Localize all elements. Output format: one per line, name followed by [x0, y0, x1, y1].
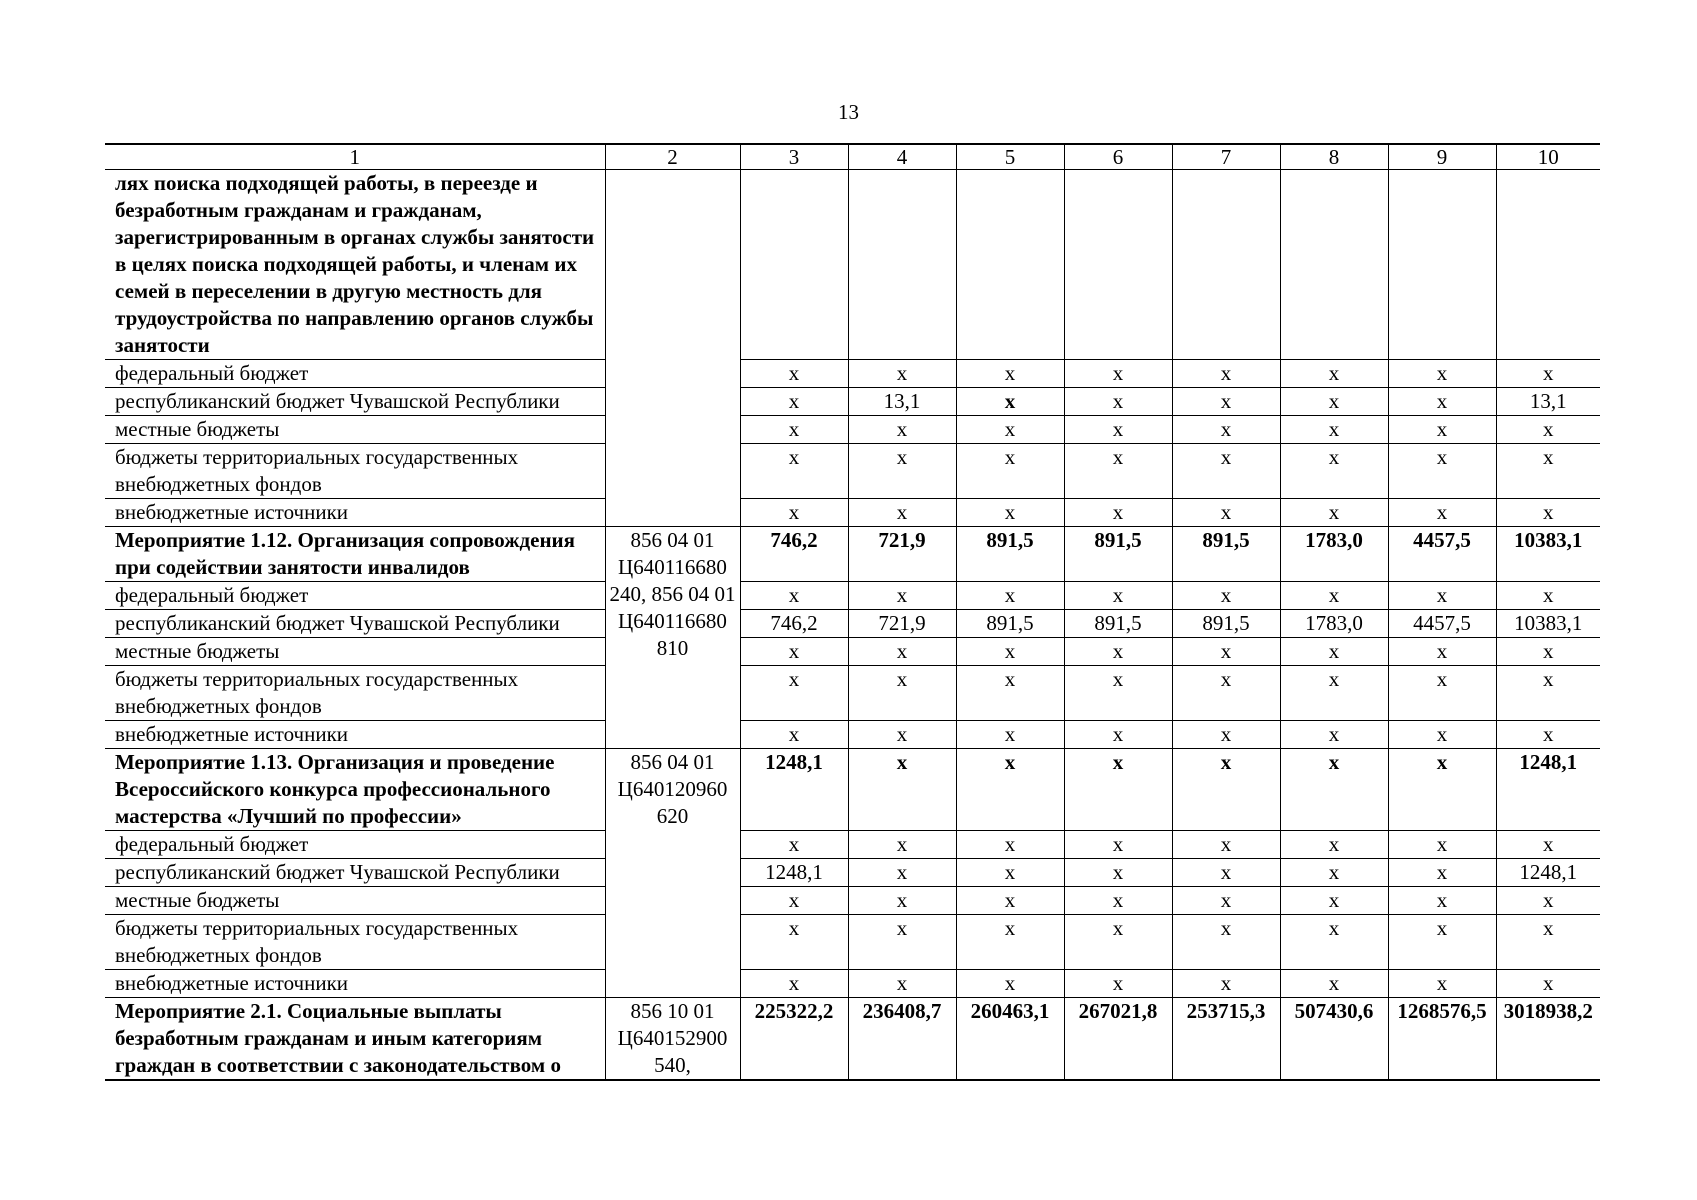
value-cell: х — [848, 582, 956, 610]
value-cell: х — [1280, 970, 1388, 998]
value-cell: х — [1388, 388, 1496, 416]
funding-source-row — [105, 388, 1600, 416]
header-cell: 9 — [1388, 144, 1496, 170]
total-value-cell — [1064, 170, 1172, 360]
total-value-cell: 1268576,5 — [1388, 998, 1496, 1081]
value-cell: х — [1388, 859, 1496, 887]
header-cell: 8 — [1280, 144, 1388, 170]
value-cell: х — [848, 666, 956, 721]
value-cell: х — [1064, 638, 1172, 666]
value-cell: х — [1496, 638, 1600, 666]
value-cell: х — [1388, 666, 1496, 721]
budget-code: 856 10 01 Ц640152900 540, — [605, 998, 740, 1081]
value-cell: х — [1280, 666, 1388, 721]
value-cell: х — [1388, 887, 1496, 915]
header-cell: 4 — [848, 144, 956, 170]
funding-source-label: федеральный бюджет — [105, 582, 605, 610]
value-cell: х — [1064, 499, 1172, 527]
value-cell: х — [848, 915, 956, 970]
value-cell: х — [956, 638, 1064, 666]
page-number: 13 — [838, 100, 859, 124]
budget-table — [105, 143, 1600, 1081]
value-cell: х — [740, 388, 848, 416]
value-cell: х — [956, 721, 1064, 749]
value-cell: 10383,1 — [1496, 610, 1600, 638]
header-cell: 1 — [105, 144, 605, 170]
total-value-cell: 3018938,2 — [1496, 998, 1600, 1081]
value-cell: 891,5 — [1172, 610, 1280, 638]
total-value-cell — [740, 170, 848, 360]
value-cell: х — [1280, 638, 1388, 666]
value-cell: х — [848, 360, 956, 388]
total-value-cell: х — [956, 749, 1064, 831]
value-cell: х — [740, 499, 848, 527]
value-cell: х — [1496, 582, 1600, 610]
value-cell: х — [1280, 416, 1388, 444]
measure-row — [105, 527, 1600, 582]
value-cell: 1248,1 — [740, 859, 848, 887]
value-cell: х — [740, 666, 848, 721]
funding-source-row — [105, 831, 1600, 859]
value-cell: х — [1172, 831, 1280, 859]
value-cell: х — [1388, 444, 1496, 499]
header-cell: 6 — [1064, 144, 1172, 170]
funding-source-row — [105, 360, 1600, 388]
value-cell: х — [956, 582, 1064, 610]
value-cell: 13,1 — [848, 388, 956, 416]
value-cell: х — [1172, 499, 1280, 527]
funding-source-label: местные бюджеты — [105, 887, 605, 915]
value-cell: 891,5 — [1064, 610, 1172, 638]
value-cell: х — [1172, 416, 1280, 444]
value-cell: х — [740, 831, 848, 859]
measure-title: Мероприятие 2.1. Социальные выплаты безработным гражданам и иным категориям граждан в соответствии с законодательством о — [105, 998, 605, 1081]
value-cell: х — [740, 416, 848, 444]
total-value-cell — [1172, 170, 1280, 360]
value-cell: х — [1280, 915, 1388, 970]
measure-title: Мероприятие 1.13. Организация и проведение Всероссийского конкурса профессионального мастерства «Лучший по профессии» — [105, 749, 605, 831]
value-cell: х — [1172, 582, 1280, 610]
total-value-cell: 891,5 — [1172, 527, 1280, 582]
value-cell: х — [848, 444, 956, 499]
measure-row — [105, 749, 1600, 831]
value-cell: х — [848, 859, 956, 887]
value-cell: х — [1172, 444, 1280, 499]
value-cell: х — [956, 859, 1064, 887]
value-cell: х — [1280, 831, 1388, 859]
value-cell: х — [1388, 499, 1496, 527]
funding-source-label: бюджеты территориальных государственных внебюджетных фондов — [105, 444, 605, 499]
budget-code: 856 04 01 Ц640116680 240, 856 04 01 Ц640116680 810 — [605, 527, 740, 749]
value-cell: х — [1064, 721, 1172, 749]
value-cell: х — [956, 360, 1064, 388]
value-cell: х — [956, 887, 1064, 915]
funding-source-row — [105, 499, 1600, 527]
value-cell: х — [1280, 499, 1388, 527]
total-value-cell: 267021,8 — [1064, 998, 1172, 1081]
funding-source-row — [105, 582, 1600, 610]
total-value-cell: 507430,6 — [1280, 998, 1388, 1081]
value-cell: х — [1280, 582, 1388, 610]
total-value-cell: х — [1064, 749, 1172, 831]
value-cell: х — [1064, 859, 1172, 887]
value-cell: х — [1496, 915, 1600, 970]
value-cell: х — [1496, 360, 1600, 388]
header-cell: 2 — [605, 144, 740, 170]
value-cell: х — [1388, 582, 1496, 610]
measure-title: Мероприятие 1.12. Организация сопровождения при содействии занятости инвалидов — [105, 527, 605, 582]
value-cell: х — [740, 887, 848, 915]
value-cell: х — [1064, 388, 1172, 416]
value-cell: х — [740, 915, 848, 970]
value-cell: х — [848, 499, 956, 527]
funding-source-row — [105, 887, 1600, 915]
value-cell: х — [1064, 416, 1172, 444]
value-cell: х — [1064, 666, 1172, 721]
funding-source-row — [105, 859, 1600, 887]
value-cell: х — [956, 444, 1064, 499]
value-cell: х — [1280, 388, 1388, 416]
total-value-cell: х — [848, 749, 956, 831]
total-value-cell: 225322,2 — [740, 998, 848, 1081]
value-cell: х — [1496, 666, 1600, 721]
value-cell: х — [1496, 416, 1600, 444]
value-cell: х — [1496, 831, 1600, 859]
total-value-cell: 721,9 — [848, 527, 956, 582]
value-cell: 721,9 — [848, 610, 956, 638]
total-value-cell: 746,2 — [740, 527, 848, 582]
value-cell: х — [1496, 887, 1600, 915]
header-cell: 3 — [740, 144, 848, 170]
value-cell: х — [1280, 444, 1388, 499]
funding-source-row — [105, 915, 1600, 970]
value-cell: х — [1172, 721, 1280, 749]
value-cell: х — [848, 416, 956, 444]
funding-source-label: республиканский бюджет Чувашской Республики — [105, 388, 605, 416]
value-cell: 1783,0 — [1280, 610, 1388, 638]
value-cell: х — [1064, 887, 1172, 915]
funding-source-row — [105, 444, 1600, 499]
value-cell: х — [1064, 915, 1172, 970]
value-cell: х — [740, 638, 848, 666]
funding-source-label: бюджеты территориальных государственных внебюджетных фондов — [105, 666, 605, 721]
total-value-cell: 236408,7 — [848, 998, 956, 1081]
value-cell: 4457,5 — [1388, 610, 1496, 638]
value-cell: х — [848, 970, 956, 998]
value-cell: х — [1388, 416, 1496, 444]
header-row — [105, 144, 1600, 170]
value-cell: х — [740, 444, 848, 499]
total-value-cell: 260463,1 — [956, 998, 1064, 1081]
value-cell: х — [740, 721, 848, 749]
value-cell: х — [1280, 859, 1388, 887]
measure-row — [105, 170, 1600, 360]
total-value-cell: 253715,3 — [1172, 998, 1280, 1081]
total-value-cell — [848, 170, 956, 360]
value-cell: х — [1388, 360, 1496, 388]
total-value-cell: 891,5 — [1064, 527, 1172, 582]
value-cell: х — [1172, 887, 1280, 915]
value-cell: х — [1388, 638, 1496, 666]
value-cell: х — [848, 831, 956, 859]
value-cell: х — [848, 721, 956, 749]
value-cell: х — [956, 416, 1064, 444]
header-cell: 5 — [956, 144, 1064, 170]
funding-source-row — [105, 666, 1600, 721]
value-cell: х — [1172, 970, 1280, 998]
value-cell: х — [956, 499, 1064, 527]
funding-source-row — [105, 416, 1600, 444]
value-cell: х — [740, 970, 848, 998]
funding-source-label: республиканский бюджет Чувашской Республики — [105, 859, 605, 887]
funding-source-row — [105, 721, 1600, 749]
value-cell: х — [1280, 887, 1388, 915]
total-value-cell: 891,5 — [956, 527, 1064, 582]
funding-source-label: федеральный бюджет — [105, 831, 605, 859]
value-cell: х — [956, 831, 1064, 859]
value-cell: х — [1388, 915, 1496, 970]
value-cell: х — [1388, 721, 1496, 749]
value-cell: х — [1172, 360, 1280, 388]
value-cell: 891,5 — [956, 610, 1064, 638]
total-value-cell: х — [1172, 749, 1280, 831]
value-cell: х — [1496, 721, 1600, 749]
value-cell: х — [1496, 970, 1600, 998]
value-cell: х — [740, 582, 848, 610]
measure-row — [105, 998, 1600, 1081]
funding-source-label: местные бюджеты — [105, 638, 605, 666]
value-cell: х — [956, 915, 1064, 970]
funding-source-label: федеральный бюджет — [105, 360, 605, 388]
value-cell: х — [1280, 360, 1388, 388]
value-cell: х — [956, 666, 1064, 721]
total-value-cell: 1783,0 — [1280, 527, 1388, 582]
total-value-cell — [1280, 170, 1388, 360]
value-cell: х — [1280, 721, 1388, 749]
total-value-cell — [1496, 170, 1600, 360]
value-cell: 1248,1 — [1496, 859, 1600, 887]
value-cell: х — [1388, 831, 1496, 859]
value-cell: 746,2 — [740, 610, 848, 638]
value-cell: х — [848, 887, 956, 915]
budget-code — [605, 170, 740, 527]
header-cell: 7 — [1172, 144, 1280, 170]
value-cell: х — [1064, 444, 1172, 499]
value-cell: х — [848, 638, 956, 666]
value-cell: х — [740, 360, 848, 388]
value-cell: х — [1172, 859, 1280, 887]
budget-code: 856 04 01 Ц640120960 620 — [605, 749, 740, 998]
funding-source-row — [105, 610, 1600, 638]
value-cell: х — [1064, 831, 1172, 859]
total-value-cell — [956, 170, 1064, 360]
total-value-cell: 4457,5 — [1388, 527, 1496, 582]
value-cell: х — [1172, 666, 1280, 721]
total-value-cell: х — [1388, 749, 1496, 831]
total-value-cell — [1388, 170, 1496, 360]
funding-source-label: внебюджетные источники — [105, 499, 605, 527]
value-cell: х — [1172, 915, 1280, 970]
total-value-cell: 1248,1 — [740, 749, 848, 831]
value-cell: х — [1064, 360, 1172, 388]
value-cell: х — [1172, 388, 1280, 416]
total-value-cell: х — [1280, 749, 1388, 831]
value-cell: х — [1496, 499, 1600, 527]
value-cell: х — [1172, 638, 1280, 666]
total-value-cell: 1248,1 — [1496, 749, 1600, 831]
funding-source-label: внебюджетные источники — [105, 970, 605, 998]
total-value-cell: 10383,1 — [1496, 527, 1600, 582]
value-cell: х — [1388, 970, 1496, 998]
funding-source-label: местные бюджеты — [105, 416, 605, 444]
funding-source-row — [105, 638, 1600, 666]
funding-source-label: бюджеты территориальных государственных внебюджетных фондов — [105, 915, 605, 970]
measure-title: лях поиска подходящей работы, в переезде и безработным гражданам и гражданам, зарегистрированным в органах службы занятости в целях поиска подходящей работы, и членам их семей в переселении в другую местность для трудоустройства по направлению органов службы занятости — [105, 170, 605, 360]
funding-source-label: республиканский бюджет Чувашской Республики — [105, 610, 605, 638]
value-cell: 13,1 — [1496, 388, 1600, 416]
funding-source-row — [105, 970, 1600, 998]
header-cell: 10 — [1496, 144, 1600, 170]
value-cell: х — [956, 970, 1064, 998]
value-cell: х — [1064, 582, 1172, 610]
value-cell: х — [956, 388, 1064, 416]
funding-source-label: внебюджетные источники — [105, 721, 605, 749]
value-cell: х — [1064, 970, 1172, 998]
value-cell: х — [1496, 444, 1600, 499]
